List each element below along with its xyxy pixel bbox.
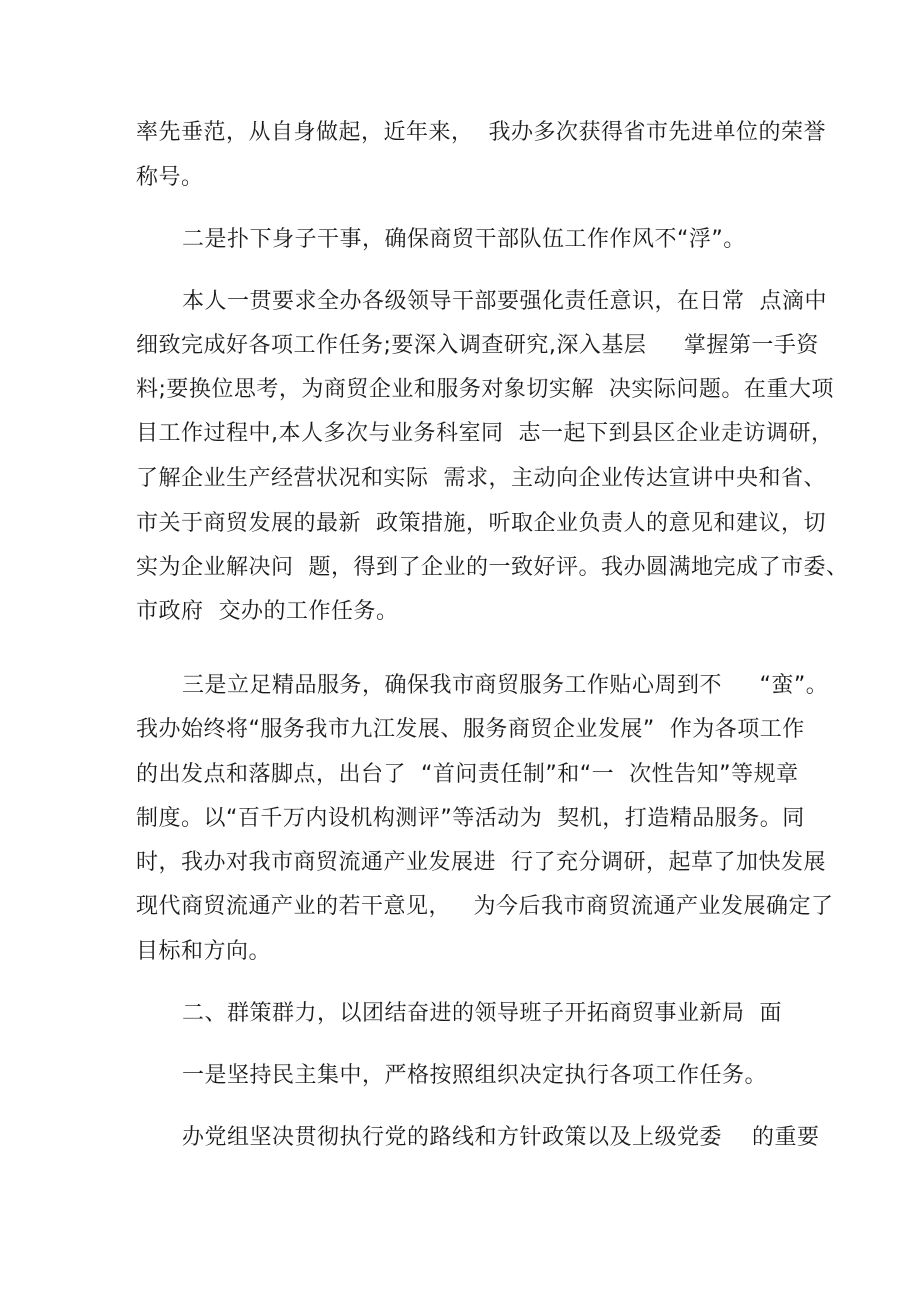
text-line-2: 称号。 [136,165,204,190]
text-line-5: 细致完成好各项工作任务;要深入调查研究,深入基层 掌握第一手资 [136,333,819,358]
text-line-18: 目标和方向。 [136,939,272,964]
text-line-8: 了解企业生产经营状况和实际 需求，主动向企业传达宣讲中央和省、 [136,466,826,491]
text-line-7: 目工作过程中,本人多次与业务科室同 志一起下到县区企业走访调研， [136,421,834,446]
text-line-20: 一是坚持民主集中，严格按照组织决定执行各项工作任务。 [182,1063,768,1088]
text-line-17: 现代商贸流通产业的若干意见， 为今后我市商贸流通产业发展确定了 [136,894,834,919]
text-line-9: 市关于商贸发展的最新 政策措施，听取企业负责人的意见和建议，切 [136,511,826,536]
text-line-13: 我办始终将“服务我市九江发展、服务商贸企业发展” 作为各项工作 [136,717,805,742]
text-line-11: 市政府 交办的工作任务。 [136,599,399,624]
text-line-3: 二是扑下身子干事，确保商贸干部队伍工作作风不“浮”。 [182,227,746,252]
text-line-1: 率先垂范，从自身做起，近年来， 我办多次获得省市先进单位的荣誉 [136,120,826,145]
text-line-10: 实为企业解决问 题，得到了企业的一致好评。我办圆满地完成了市委、 [136,555,849,580]
text-line-6: 料;要换位思考，为商贸企业和服务对象切实解 决实际问题。在重大项 [136,377,834,402]
text-line-15: 制度。以“百千万内设机构测评”等活动为 契机，打造精品服务。同 [136,806,805,831]
text-line-14: 的出发点和落脚点，出台了 “首问责任制”和“一 次性告知”等规章 [136,762,799,787]
text-line-19: 二、群策群力，以团结奋进的领导班子开拓商贸事业新局 面 [182,1001,782,1026]
text-line-12: 三是立足精品服务，确保我市商贸服务工作贴心周到不 “蛮”。 [182,673,829,698]
text-line-21: 办党组坚决贯彻执行党的路线和方针政策以及上级党委 的重要 [182,1125,820,1150]
text-line-16: 时，我办对我市商贸流通产业发展进 行了充分调研，起草了加快发展 [136,850,826,875]
text-line-4: 本人一贯要求全办各级领导干部要强化责任意识，在日常 点滴中 [182,289,827,314]
